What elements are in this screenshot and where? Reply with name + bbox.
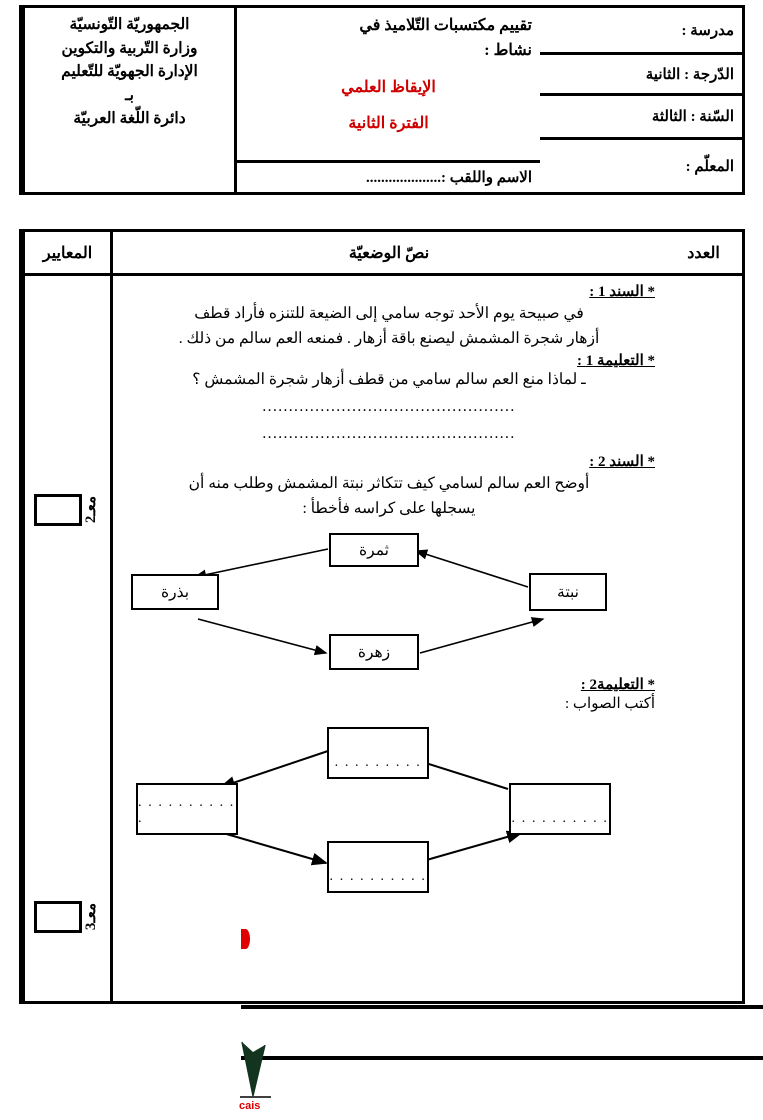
school-label: مدرسة :	[681, 22, 734, 39]
situation-text-column	[110, 276, 665, 1001]
header-title-block	[237, 8, 540, 163]
cycle-box-plant: نبتة	[529, 573, 607, 611]
cycle-box-seed: بذرة	[131, 574, 219, 610]
header-ministry-cell	[22, 8, 234, 192]
main-table-body-row	[22, 276, 742, 1001]
life-cycle-diagram-blank	[123, 721, 655, 906]
header-school-info-cell	[540, 8, 742, 192]
ministry-line-3: الإدارة الجهويّة للتّعليم	[61, 63, 198, 81]
footer-rule-top	[241, 1005, 763, 1009]
support-2-line-1: أوضح العم سالم لسامي كيف تتكاثر نبتة المشمش وطلب منه أن	[188, 475, 590, 493]
ministry-line-5: دائرة اللّغة العربيّة	[73, 110, 186, 128]
grade-label: الدّرجة : الثانية	[645, 66, 734, 83]
column-header-criteria: المعايير	[22, 232, 110, 273]
assessment-title-line2: نشاط :	[484, 41, 532, 59]
main-table	[19, 229, 745, 1004]
criterion-group-3	[25, 901, 110, 933]
watermark-text: cais	[239, 1100, 261, 1112]
school-field[interactable]	[540, 8, 742, 55]
instruction-2-label: * التعليمة2 :	[580, 677, 655, 694]
blank-box-top[interactable]: . . . . . . . . .	[327, 727, 429, 779]
criterion-label-3: معـ3	[82, 903, 99, 931]
criterion-score-box-3[interactable]	[34, 901, 82, 933]
teacher-field[interactable]	[540, 140, 742, 192]
ministry-block	[61, 13, 198, 131]
blank-box-right[interactable]: . . . . . . . . . .	[509, 783, 611, 835]
ministry-line-2: وزارة التّربية والتكوين	[61, 39, 198, 57]
red-pointer-mark	[241, 929, 250, 949]
blank-box-left[interactable]: . . . . . . . . . . .	[136, 783, 238, 835]
criterion-label-2: معـ2	[82, 496, 99, 524]
support-1-label: * السند 1 :	[589, 284, 655, 300]
cycle-box-flower: زهرة	[329, 634, 419, 670]
support-1-line-2: أزهار شجرة المشمش ليصنع باقة أزهار . فمنعه العم سالم من ذلك .	[178, 330, 600, 348]
criterion-group-2	[25, 494, 110, 526]
checkmark-icon	[239, 1040, 275, 1102]
cycle-box-fruit: ثمرة	[329, 533, 419, 567]
teacher-label: المعلّم :	[685, 158, 734, 175]
column-header-marks: العدد	[687, 244, 720, 262]
main-table-header-row	[22, 232, 742, 276]
grade-field	[540, 55, 742, 96]
column-header-text: نصّ الوضعيّة	[110, 232, 665, 273]
student-name-label: الاسم واللقب :....................	[365, 170, 532, 186]
header-table	[19, 5, 745, 195]
year-label: السّنة : الثالثة	[651, 109, 734, 125]
question-1: ـ لماذا منع العم سالم سامي من قطف أزهار شجرة المشمش ؟	[192, 371, 586, 389]
criteria-column	[22, 276, 110, 1001]
instruction-2-text: أكتب الصواب :	[564, 696, 655, 713]
ministry-line-1: الجمهوريّة التّونسيّة	[69, 16, 190, 33]
year-field	[540, 96, 742, 140]
instruction-1-label: * التعليمة 1 :	[577, 353, 655, 370]
answer-line-2[interactable]: ................................................	[262, 425, 516, 443]
footer-rule-bottom	[241, 1056, 763, 1060]
support-2-line-2: يسجلها على كراسه فأخطأ :	[302, 500, 476, 518]
ministry-line-4: بـ	[125, 86, 134, 104]
criterion-score-box-2[interactable]	[34, 494, 82, 526]
blank-box-bottom[interactable]: . . . . . . . . . .	[327, 841, 429, 893]
assessment-title-line1: تقييم مكتسبات التّلاميذ في	[359, 17, 532, 34]
student-name-field[interactable]	[237, 163, 540, 192]
subject-name: الإيقاظ العلمي	[341, 78, 436, 96]
life-cycle-diagram-filled	[123, 527, 655, 675]
header-title-cell	[234, 8, 540, 192]
answer-line-1[interactable]: ................................................	[262, 398, 516, 416]
support-2-label: * السند 2 :	[589, 454, 655, 471]
period-name: الفترة الثانية	[348, 115, 429, 133]
support-1-line-1: في صبيحة يوم الأحد توجه سامي إلى الضيعة للتنزه فأراد قطف	[194, 305, 584, 322]
